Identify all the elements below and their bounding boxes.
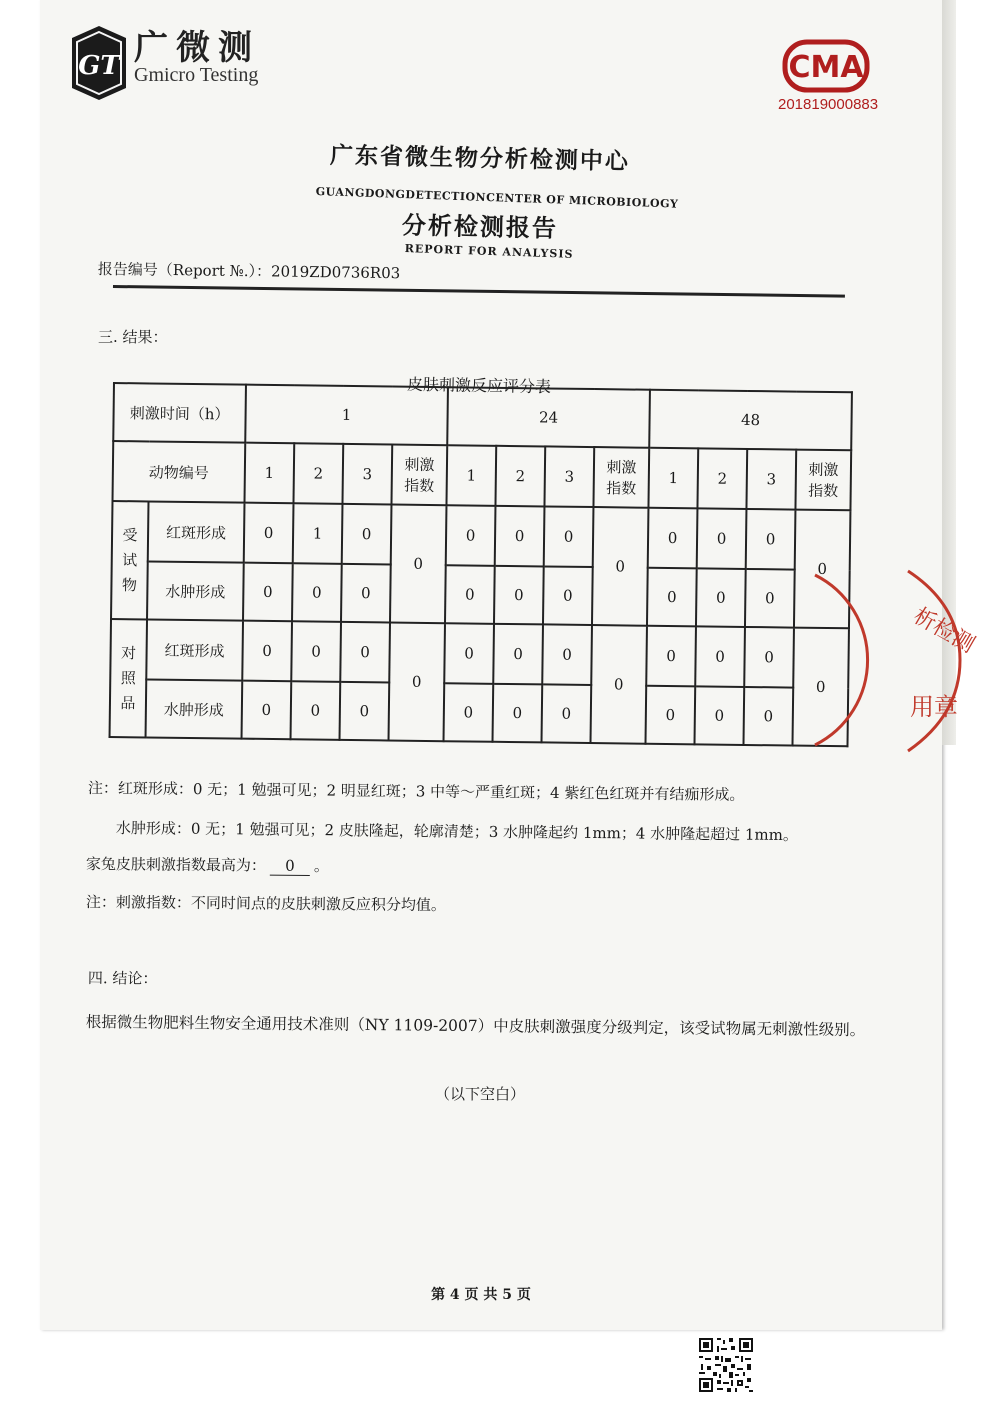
conclusion-text: 根据微生物肥料生物安全通用技术准则（NY 1109-2007）中皮肤刺激强度分级判定，该受试物属无刺激性级别。 — [85, 1012, 866, 1040]
score-cell: 0 — [544, 506, 594, 567]
score-cell: 0 — [243, 563, 293, 622]
score-cell: 0 — [695, 626, 745, 687]
official-seal-icon — [900, 565, 979, 755]
animal-number: 2 — [697, 448, 747, 509]
seal-text-top: 析检测 — [909, 603, 979, 659]
score-cell: 0 — [543, 566, 593, 625]
score-cell: 0 — [242, 621, 292, 682]
table-row — [112, 501, 851, 570]
cma-number: 201819000883 — [778, 96, 879, 113]
score-cell: 0 — [743, 687, 793, 746]
table-row — [110, 679, 849, 746]
seal-text-bottom: 用章 — [910, 693, 958, 721]
score-cell: 0 — [493, 624, 543, 685]
max-index-label: 家兔皮肤刺激指数最高为： — [85, 854, 266, 875]
animal-header-cell: 动物编号 — [113, 441, 246, 503]
score-cell: 0 — [542, 684, 592, 743]
score-cell: 0 — [340, 622, 390, 683]
time-point-48: 48 — [649, 390, 852, 451]
score-cell: 0 — [696, 568, 746, 627]
score-cell: 0 — [445, 565, 495, 624]
report-title: 分析检测报告 — [401, 211, 559, 243]
index-header: 刺激 指数 — [593, 447, 649, 508]
conclusion-heading: 四. 结论： — [87, 968, 158, 988]
score-cell: 0 — [646, 626, 696, 687]
gmicro-logo-icon — [68, 24, 130, 102]
animal-header-row — [113, 441, 852, 510]
logo-badge-text: GT — [78, 51, 120, 81]
row-label-edema: 水肿形成 — [147, 561, 244, 620]
edema-note: 水肿形成：0 无；1 勉强可见；2 皮肤隆起，轮廓清楚；3 水肿隆起约 1mm；4 水肿隆起超过 1mm。 — [115, 818, 799, 845]
score-cell: 0 — [744, 627, 794, 688]
logo-english-name: Gmicro Testing — [134, 64, 259, 86]
irritation-index-cell: 0 — [792, 628, 848, 747]
animal-number: 1 — [244, 443, 294, 504]
organization-title-en: GUANGDONGDETECTIONCENTER OF MICROBIOLOGY — [315, 185, 679, 211]
score-table-wrapper — [109, 382, 853, 747]
score-cell: 0 — [444, 623, 494, 684]
table-title: 皮肤刺激反应评分表 — [406, 374, 552, 397]
score-cell: 0 — [494, 566, 544, 625]
logo-chinese-name: 广微测 — [134, 28, 260, 68]
row-label-edema: 水肿形成 — [146, 679, 243, 738]
time-header-row — [113, 383, 852, 450]
max-index-value: 0 — [270, 857, 310, 876]
row-label-erythema: 红斑形成 — [148, 501, 245, 562]
irritation-index-cell: 0 — [592, 507, 648, 626]
table-row — [110, 619, 849, 688]
score-cell: 0 — [746, 509, 796, 570]
score-cell: 0 — [242, 681, 292, 740]
animal-number: 1 — [446, 445, 496, 506]
max-index-line — [86, 853, 329, 876]
index-header: 刺激 指数 — [795, 450, 851, 511]
cma-mark-icon — [783, 40, 869, 92]
qr-code-icon — [697, 1336, 755, 1394]
group-label-test: 受 试 物 — [111, 501, 148, 619]
animal-number: 3 — [342, 444, 392, 505]
score-cell: 0 — [292, 563, 342, 622]
report-title-en: REPORT FOR ANALYSIS — [404, 242, 574, 261]
time-point-1: 1 — [245, 385, 448, 446]
cma-mark-text: CMA — [788, 50, 864, 85]
blank-below-marker: （以下空白） — [434, 1085, 525, 1103]
score-cell: 0 — [495, 506, 545, 567]
score-cell: 0 — [444, 683, 494, 742]
page-number: 第 4 页 共 5 页 — [431, 1287, 531, 1303]
report-number: 报告编号（Report №.）：2019ZD0736R03 — [97, 259, 401, 283]
score-cell: 1 — [293, 503, 343, 564]
index-definition-note: 注：刺激指数：不同时间点的皮肤刺激反应积分均值。 — [85, 892, 446, 915]
score-cell: 0 — [542, 624, 592, 685]
animal-number: 2 — [293, 443, 343, 504]
animal-number: 3 — [746, 449, 796, 510]
time-header-cell: 刺激时间（h） — [113, 383, 246, 443]
time-point-24: 24 — [447, 387, 650, 448]
max-index-suffix: 。 — [313, 856, 330, 876]
group-label-control: 对 照 品 — [110, 619, 147, 737]
irritation-index-cell: 0 — [591, 625, 647, 744]
score-cell: 0 — [291, 621, 341, 682]
score-cell: 0 — [694, 686, 744, 745]
table-row — [111, 561, 850, 628]
score-cell: 0 — [647, 568, 697, 627]
irritation-index-cell: 0 — [390, 505, 446, 624]
score-cell: 0 — [493, 684, 543, 743]
score-cell: 0 — [697, 508, 747, 569]
score-cell: 0 — [244, 503, 294, 564]
animal-number: 2 — [495, 446, 545, 507]
score-cell: 0 — [291, 681, 341, 740]
animal-number: 3 — [544, 446, 594, 507]
score-cell: 0 — [745, 569, 795, 628]
score-cell: 0 — [340, 682, 390, 741]
organization-title: 广东省微生物分析检测中心 — [329, 142, 631, 176]
score-cell: 0 — [648, 508, 698, 569]
irritation-index-cell: 0 — [389, 622, 445, 741]
results-heading: 三. 结果： — [98, 328, 168, 346]
score-cell: 0 — [342, 504, 392, 565]
erythema-note: 注：红斑形成：0 无；1 勉强可见；2 明显红斑；3 中等～严重红斑；4 紫红色红斑并有结痂形成。 — [87, 778, 745, 804]
score-cell: 0 — [446, 505, 496, 566]
index-header: 刺激 指数 — [391, 445, 447, 506]
irritation-index-cell: 0 — [794, 510, 850, 629]
score-cell: 0 — [645, 686, 695, 745]
skin-irritation-score-table — [109, 382, 853, 747]
score-cell: 0 — [341, 564, 391, 623]
row-label-erythema: 红斑形成 — [146, 619, 243, 680]
animal-number: 1 — [648, 448, 698, 509]
